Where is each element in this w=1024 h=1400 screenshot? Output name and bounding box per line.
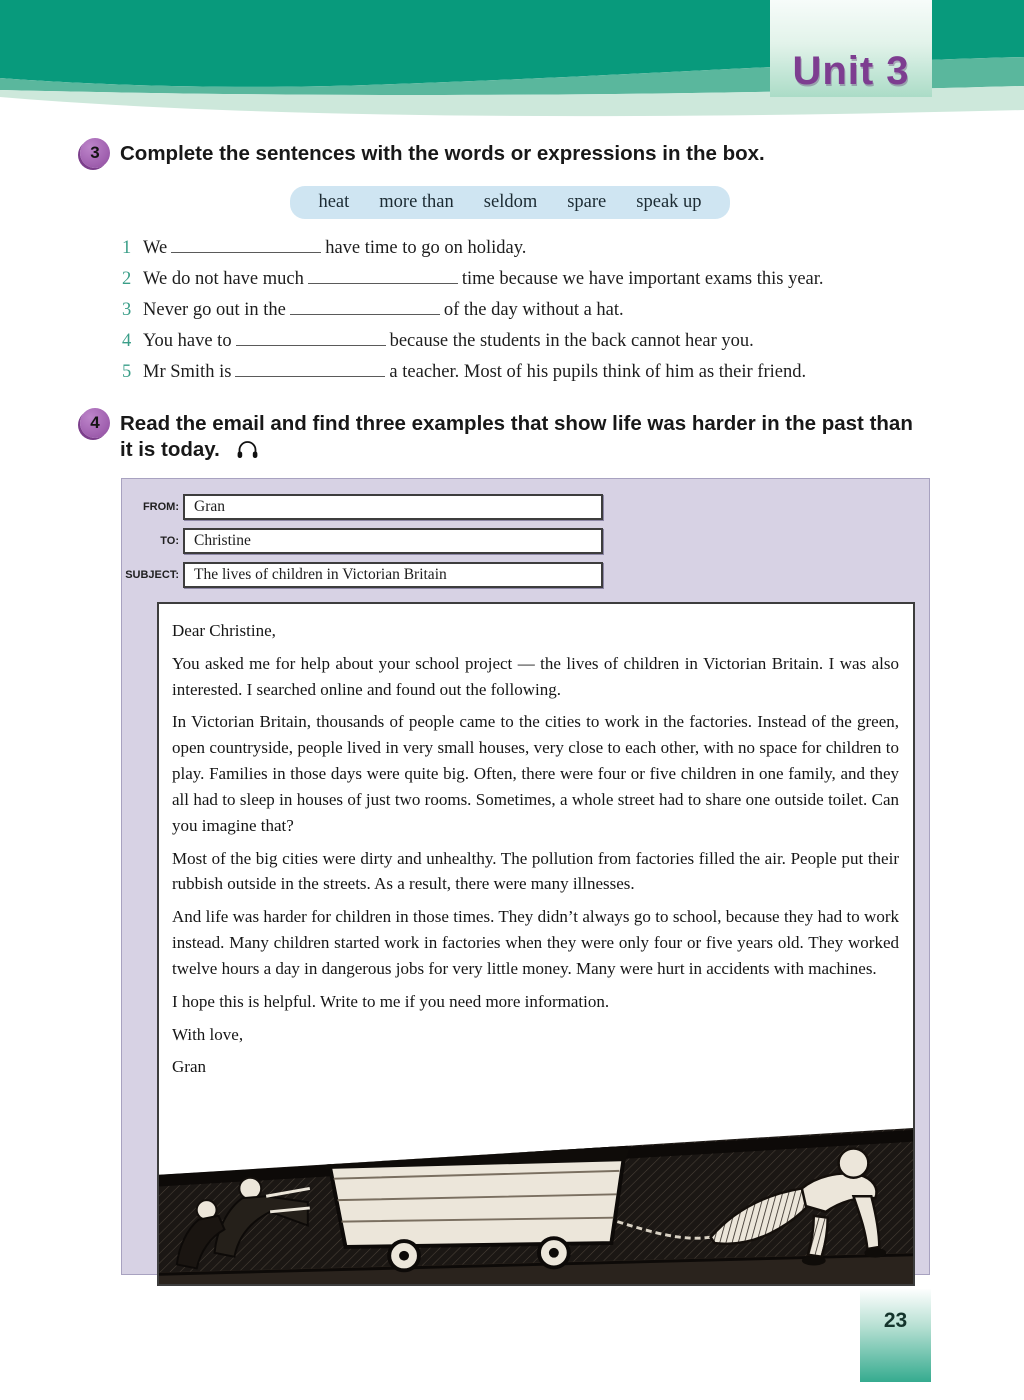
word-bank-item: spare [567, 192, 607, 212]
exercise-4 [80, 408, 944, 467]
email-paragraph: In Victorian Britain, thousands of people came to the cities to work in the factories. Instead of the green, open countryside, people lived in very small houses, very close to each other, with no space for children to play. Families in those days were quite big. Often, there were four or five children in one family, and they all had to sleep in houses of just two rooms. Sometimes, a whole street had to share one outside toilet. Can you imagine that? [172, 712, 899, 835]
email-field-row [122, 562, 929, 588]
exercise-3-number-badge: 3 [80, 138, 110, 168]
coal-mine-engraving-illustration [159, 1128, 913, 1284]
email-greeting: Dear Christine, [172, 621, 276, 640]
email-signature: Gran [172, 1057, 206, 1077]
sentence-item: 1 We have time to go on holiday. [122, 233, 942, 264]
fill-in-blank [290, 296, 440, 316]
exercise-3-sentences [122, 233, 942, 388]
fill-in-blank [235, 358, 385, 378]
exercise-4-number-badge: 4 [80, 408, 110, 438]
email-body-text [159, 604, 913, 1087]
email-paragraph: Most of the big cities were dirty and unhealthy. The pollution from factories filled the air. People put their rubbish outside in the streets. As a result, there were many illnesses. [172, 848, 899, 894]
word-bank-item: heat [318, 192, 350, 212]
email-subject-label: SUBJECT: [125, 569, 179, 581]
sentence-item: 4 You have to because the students in the back cannot hear you. [122, 326, 942, 357]
page-number: 23 [883, 1309, 908, 1332]
sentence-number: 3 [122, 300, 132, 320]
word-bank-item: more than [379, 192, 454, 212]
email-from-field[interactable]: Gran [183, 494, 603, 520]
sentence-item: 5 Mr Smith is a teacher. Most of his pupils think of him as their friend. [122, 357, 942, 388]
email-field-row [122, 494, 929, 520]
email-to-label: TO: [160, 535, 179, 547]
sentence-item: 2 We do not have much time because we have important exams this year. [122, 264, 942, 295]
email-to-field[interactable]: Christine [183, 528, 603, 554]
fill-in-blank [308, 265, 458, 285]
fill-in-blank [171, 234, 321, 254]
email-closing: I hope this is helpful. Write to me if you need more information. [172, 991, 610, 1011]
sentence-number: 2 [122, 269, 132, 289]
email-paragraph: You asked me for help about your school project — the lives of children in Victorian Britain. I was also interested. I searched online and found out the following. [172, 653, 899, 699]
email-paragraph: And life was harder for children in those times. They didn’t always go to school, because they had to work instead. Many children started work in factories when they were only four or five years old. They worked twelve hours a day in dangerous jobs for very little money. Many were hurt in accidents with machines. [172, 907, 899, 978]
exercise-3-title: Complete the sentences with the words or expressions in the box. [120, 142, 765, 165]
headphones-icon [236, 439, 259, 467]
word-bank-item: seldom [483, 192, 538, 212]
email-from-label: FROM: [142, 501, 179, 513]
word-bank-box [290, 186, 730, 219]
page-header-band [0, 0, 1024, 140]
unit-banner [770, 0, 932, 97]
sentence-number: 4 [122, 331, 132, 351]
page-number-badge [860, 1289, 931, 1382]
word-bank-item: speak up [636, 192, 702, 212]
email-body-box [157, 602, 915, 1286]
email-panel [121, 478, 930, 1275]
unit-title: Unit 3 [792, 49, 910, 93]
email-field-row [122, 528, 929, 554]
email-subject-field[interactable]: The lives of children in Victorian Britain [183, 562, 603, 588]
exercise-3 [80, 138, 944, 168]
email-header [122, 479, 929, 602]
email-signoff: With love, [172, 1024, 244, 1044]
exercise-4-title: Read the email and find three examples that show life was harder in the past than it is today. [120, 412, 913, 462]
sentence-item: 3 Never go out in the of the day without a hat. [122, 295, 942, 326]
fill-in-blank [236, 327, 386, 347]
sentence-number: 5 [122, 362, 132, 382]
sentence-number: 1 [122, 238, 132, 258]
